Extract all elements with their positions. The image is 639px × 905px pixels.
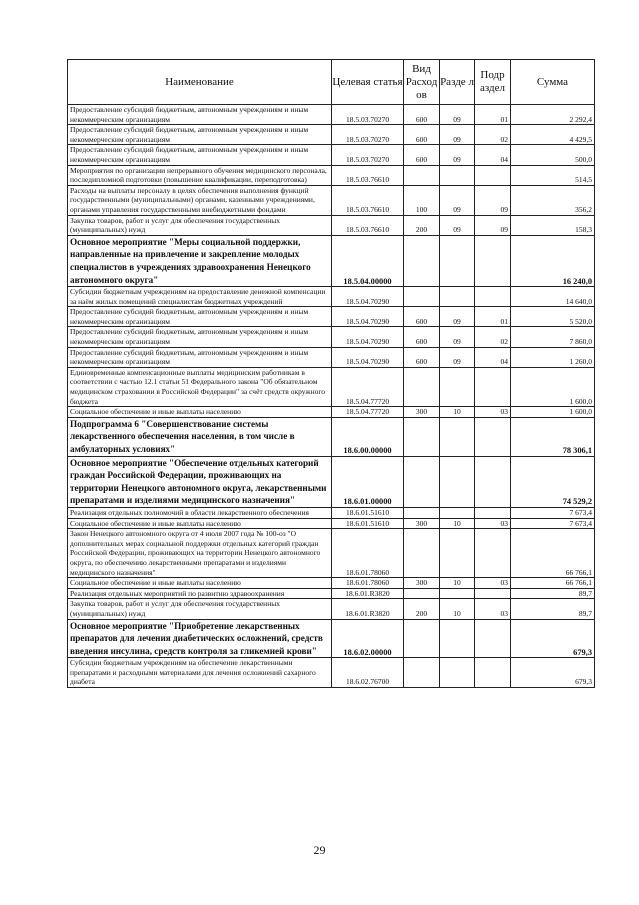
row-article: 18.5.04.77720 (332, 407, 404, 418)
row-subsection (475, 658, 511, 688)
row-subsection (475, 417, 511, 456)
row-expense-type (404, 507, 440, 518)
row-sum: 66 766,1 (511, 578, 595, 589)
row-sum: 158,3 (511, 215, 595, 235)
table-row (68, 619, 595, 658)
row-sum: 89,7 (511, 588, 595, 599)
budget-table (67, 59, 595, 688)
row-sum: 4 429,5 (511, 125, 595, 145)
row-name: Основное мероприятие "Приобретение лекарственных препаратов для лечения диабетических осложнений, средств введения инсулина, средств контроля за гликемией крови" (68, 619, 332, 658)
row-expense-type: 600 (404, 347, 440, 367)
row-sum: 1 600,0 (511, 367, 595, 406)
row-name: Предоставление субсидий бюджетным, автономным учреждениям и иным некоммерческим организациям (68, 327, 332, 347)
row-expense-type (404, 235, 440, 286)
row-name: Реализация отдельных полномочий в области лекарственного обеспечения (68, 507, 332, 518)
row-section: 10 (440, 578, 475, 589)
row-expense-type: 600 (404, 327, 440, 347)
row-article: 18.5.04.70290 (332, 347, 404, 367)
table-row (68, 518, 595, 529)
row-name: Расходы на выплаты персоналу в целях обеспечения выполнения функций государственными (муниципальными) органами, казенными учреждениями, органами управления государственными внебюджетными фондами (68, 185, 332, 215)
row-expense-type: 200 (404, 215, 440, 235)
row-expense-type (404, 588, 440, 599)
row-subsection (475, 619, 511, 658)
row-name: Закупка товаров, работ и услуг для обеспечения государственных (муниципальных) нужд (68, 599, 332, 619)
row-sum: 74 529,2 (511, 456, 595, 507)
row-sum: 1 600,0 (511, 407, 595, 418)
row-section: 09 (440, 347, 475, 367)
row-expense-type: 200 (404, 599, 440, 619)
row-expense-type (404, 619, 440, 658)
table-row (68, 287, 595, 307)
row-subsection (475, 507, 511, 518)
row-expense-type (404, 456, 440, 507)
row-subsection: 09 (475, 185, 511, 215)
row-subsection (475, 287, 511, 307)
row-sum: 7 673,4 (511, 518, 595, 529)
row-section: 10 (440, 599, 475, 619)
row-article: 18.6.00.00000 (332, 417, 404, 456)
budget-sheet (67, 59, 594, 688)
row-name: Предоставление субсидий бюджетным, автономным учреждениям и иным некоммерческим организациям (68, 125, 332, 145)
col-header-subsection: Подр аздел (475, 60, 511, 105)
table-row (68, 327, 595, 347)
row-article: 18.5.03.76610 (332, 185, 404, 215)
row-sum: 500,0 (511, 145, 595, 165)
row-name: Предоставление субсидий бюджетным, автономным учреждениям и иным некоммерческим организациям (68, 347, 332, 367)
col-header-section: Разде л (440, 60, 475, 105)
row-article: 18.5.04.77720 (332, 367, 404, 406)
row-sum: 514,5 (511, 165, 595, 185)
row-article: 18.6.02.00000 (332, 619, 404, 658)
row-sum: 356,2 (511, 185, 595, 215)
row-sum: 89,7 (511, 599, 595, 619)
row-expense-type: 100 (404, 185, 440, 215)
row-expense-type: 300 (404, 518, 440, 529)
row-section (440, 588, 475, 599)
table-row (68, 145, 595, 165)
row-section (440, 165, 475, 185)
col-header-sum: Сумма (511, 60, 595, 105)
row-name: Субсидии бюджетным учреждениям на предоставление денежной компенсации за наём жилых помещений специалистам бюджетных учреждений (68, 287, 332, 307)
row-article: 18.5.04.70290 (332, 287, 404, 307)
row-expense-type (404, 165, 440, 185)
row-section (440, 658, 475, 688)
row-article: 18.5.03.70270 (332, 145, 404, 165)
row-section: 09 (440, 327, 475, 347)
row-article: 18.6.01.51610 (332, 518, 404, 529)
col-header-expense-type: Вид Расход ов (404, 60, 440, 105)
row-article: 18.6.01.00000 (332, 456, 404, 507)
row-section (440, 417, 475, 456)
row-subsection (475, 235, 511, 286)
row-subsection: 01 (475, 307, 511, 327)
row-subsection: 09 (475, 215, 511, 235)
row-expense-type (404, 417, 440, 456)
page-number: 29 (313, 843, 326, 857)
row-name: Предоставление субсидий бюджетным, автономным учреждениям и иным некоммерческим организациям (68, 145, 332, 165)
table-header-row (68, 60, 595, 105)
row-section (440, 619, 475, 658)
row-article: 18.6.01.78060 (332, 578, 404, 589)
row-name: Подпрограмма 6 "Совершенствование системы лекарственного обеспечения населения, в том числе в амбулаторных условиях" (68, 417, 332, 456)
row-subsection: 04 (475, 347, 511, 367)
table-row (68, 407, 595, 418)
row-section (440, 235, 475, 286)
row-sum: 14 640,0 (511, 287, 595, 307)
row-expense-type: 300 (404, 407, 440, 418)
table-row (68, 165, 595, 185)
table-row (68, 307, 595, 327)
row-expense-type (404, 367, 440, 406)
row-name: Субсидии бюджетным учреждениям на обеспечение лекарственными препаратами и расходными материалами для лечения осложнений сахарного диабета (68, 658, 332, 688)
row-section (440, 456, 475, 507)
row-sum: 2 292,4 (511, 105, 595, 125)
row-name: Закупка товаров, работ и услуг для обеспечения государственных (муниципальных) нужд (68, 215, 332, 235)
col-header-name: Наименование (68, 60, 332, 105)
row-subsection: 03 (475, 518, 511, 529)
row-name: Социальное обеспечение и иные выплаты населению (68, 518, 332, 529)
row-sum: 679,3 (511, 658, 595, 688)
row-sum: 78 306,1 (511, 417, 595, 456)
row-subsection: 02 (475, 125, 511, 145)
row-name: Мероприятия по организации непрерывного обучения медицинского персонала, последипломной подготовки (повышение квалификации, переподготовка) (68, 165, 332, 185)
row-subsection: 01 (475, 105, 511, 125)
row-name: Социальное обеспечение и иные выплаты населению (68, 578, 332, 589)
row-section (440, 529, 475, 578)
row-subsection: 04 (475, 145, 511, 165)
row-name: Единовременные компенсационные выплаты медицинским работникам в соответствии с частью 12.1 статьи 51 Федерального закона "Об обязательном медицинском страховании в Российской Федерации" за счёт средств окружного бюджета (68, 367, 332, 406)
row-article: 18.6.01.R3820 (332, 588, 404, 599)
table-row (68, 507, 595, 518)
row-sum: 16 240,0 (511, 235, 595, 286)
table-row (68, 215, 595, 235)
table-body (68, 105, 595, 688)
row-sum: 679,3 (511, 619, 595, 658)
row-expense-type (404, 529, 440, 578)
row-expense-type (404, 658, 440, 688)
row-section: 10 (440, 518, 475, 529)
row-section (440, 367, 475, 406)
row-article: 18.6.01.78060 (332, 529, 404, 578)
row-subsection (475, 588, 511, 599)
row-subsection: 03 (475, 578, 511, 589)
table-row (68, 578, 595, 589)
row-expense-type: 600 (404, 125, 440, 145)
row-article: 18.5.03.76610 (332, 215, 404, 235)
row-article: 18.6.01.51610 (332, 507, 404, 518)
row-sum: 1 260,0 (511, 347, 595, 367)
row-name: Предоставление субсидий бюджетным, автономным учреждениям и иным некоммерческим организациям (68, 105, 332, 125)
row-section: 09 (440, 145, 475, 165)
table-row (68, 456, 595, 507)
row-section (440, 287, 475, 307)
row-expense-type: 300 (404, 578, 440, 589)
table-row (68, 658, 595, 688)
row-expense-type: 600 (404, 307, 440, 327)
row-article: 18.5.03.76610 (332, 165, 404, 185)
row-section: 09 (440, 105, 475, 125)
row-name: Реализация отдельных мероприятий по развитию здравоохранения (68, 588, 332, 599)
row-section: 09 (440, 215, 475, 235)
table-row (68, 588, 595, 599)
row-expense-type (404, 287, 440, 307)
row-article: 18.5.04.70290 (332, 307, 404, 327)
row-name: Социальное обеспечение и иные выплаты населению (68, 407, 332, 418)
row-section: 10 (440, 407, 475, 418)
row-expense-type: 600 (404, 145, 440, 165)
row-subsection: 03 (475, 599, 511, 619)
row-article: 18.5.04.00000 (332, 235, 404, 286)
table-row (68, 235, 595, 286)
row-subsection (475, 367, 511, 406)
row-article: 18.5.03.70270 (332, 125, 404, 145)
table-row (68, 125, 595, 145)
row-subsection: 02 (475, 327, 511, 347)
col-header-article: Целевая статья (332, 60, 404, 105)
row-name: Основное мероприятие "Меры социальной поддержки, направленные на привлечение и закрепление молодых специалистов в учреждениях здравоохранения Ненецкого автономного округа" (68, 235, 332, 286)
row-subsection (475, 165, 511, 185)
row-sum: 66 766,1 (511, 529, 595, 578)
row-sum: 5 520,0 (511, 307, 595, 327)
row-subsection: 03 (475, 407, 511, 418)
row-section: 09 (440, 125, 475, 145)
row-name: Закон Ненецкого автономного округа от 4 июля 2007 года № 100-оз "О дополнительных мерах социальной поддержки отдельных категорий граждан Российской Федерации, проживающих на территории Ненецкого автономного округа, по обеспечению лекарственными препаратами и изделиями медицинского назначения" (68, 529, 332, 578)
table-row (68, 367, 595, 406)
row-article: 18.5.04.70290 (332, 327, 404, 347)
table-row (68, 105, 595, 125)
row-sum: 7 673,4 (511, 507, 595, 518)
row-name: Предоставление субсидий бюджетным, автономным учреждениям и иным некоммерческим организациям (68, 307, 332, 327)
row-subsection (475, 456, 511, 507)
row-name: Основное мероприятие "Обеспечение отдельных категорий граждан Российской Федерации, проживающих на территории Ненецкого автономного округа, лекарственными препаратами и изделиями медицинского назначения" (68, 456, 332, 507)
row-section: 09 (440, 307, 475, 327)
table-row (68, 185, 595, 215)
row-section: 09 (440, 185, 475, 215)
table-row (68, 347, 595, 367)
row-section (440, 507, 475, 518)
row-sum: 7 860,0 (511, 327, 595, 347)
table-row (68, 599, 595, 619)
row-expense-type: 600 (404, 105, 440, 125)
row-subsection (475, 529, 511, 578)
row-article: 18.6.02.76700 (332, 658, 404, 688)
row-article: 18.5.03.70270 (332, 105, 404, 125)
row-article: 18.6.01.R3820 (332, 599, 404, 619)
table-row (68, 529, 595, 578)
table-row (68, 417, 595, 456)
